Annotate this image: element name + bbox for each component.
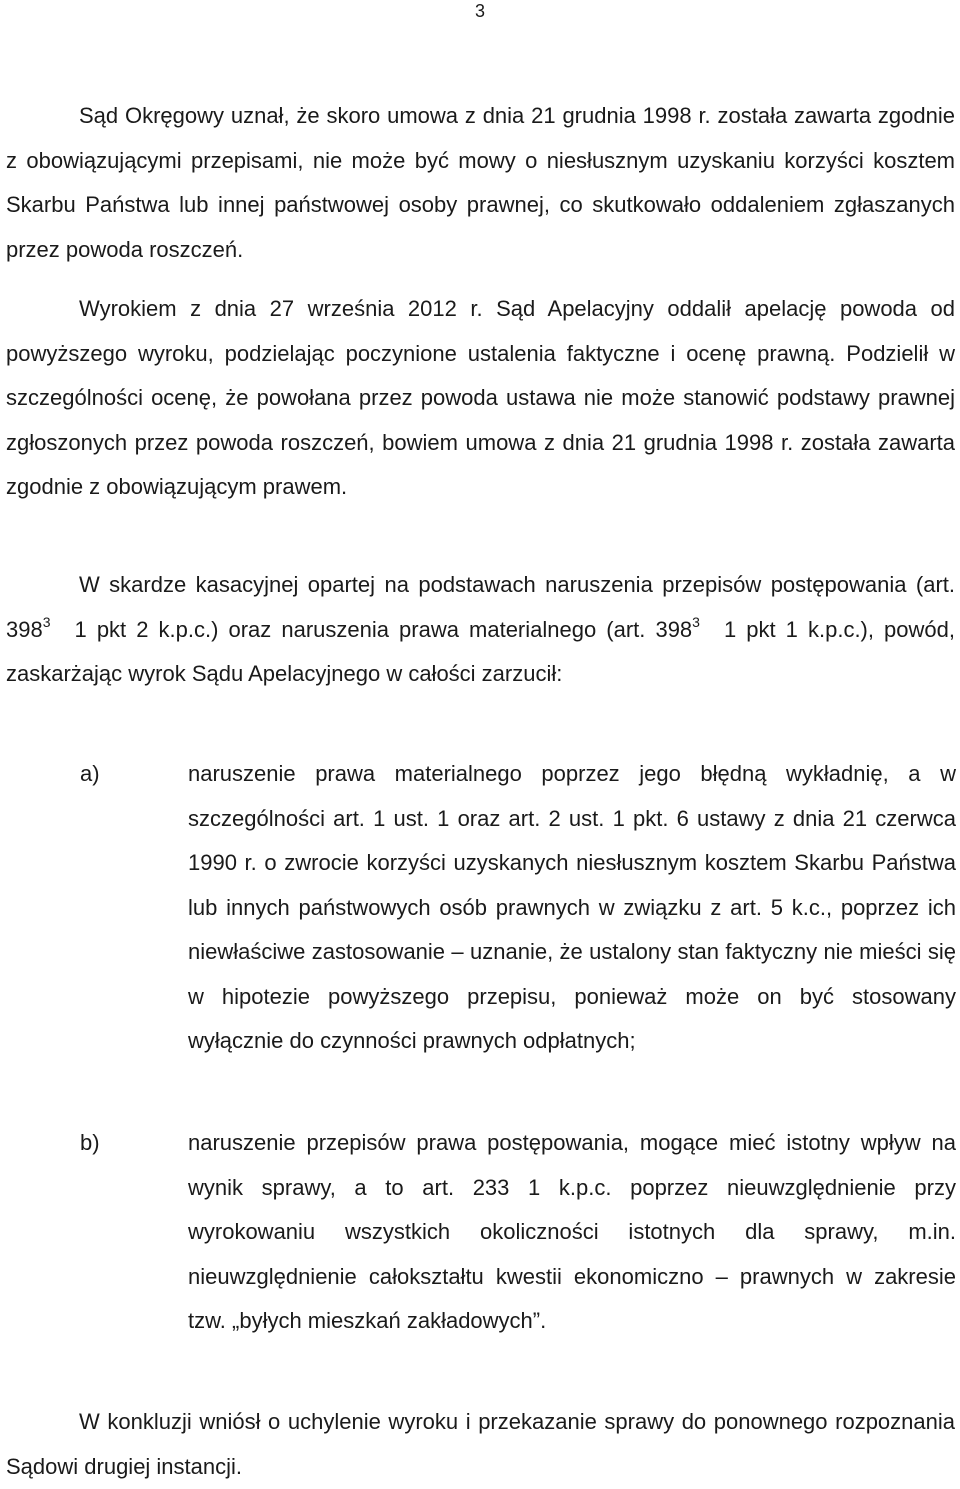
page-number: 3	[474, 1, 485, 21]
superscript-3: 3	[42, 613, 51, 630]
complaint-text-part-2: 1 pkt 2 k.p.c.) oraz naruszenia prawa materialnego (art. 398	[74, 616, 693, 642]
list-item-label: b)	[80, 1130, 100, 1155]
complaint-text-part-1: W skardze kasacyjnej opartej na podstawach naruszenia przepisów postępowania (art. 398	[6, 572, 955, 642]
list-item-label: a)	[80, 761, 100, 786]
paragraph-district-court: Sąd Okręgowy uznał, że skoro umowa z dnia 21 grudnia 1998 r. została zawarta zgodnie z obowiązującymi przepisami, nie może być mowy o niesłusznym uzyskaniu korzyści kosztem Skarbu Państwa lub innej państwowej osoby prawnej, co skutkowało oddaleniem zgłaszanych przez powoda roszczeń.	[6, 103, 955, 262]
paragraph-cassation-complaint	[6, 563, 955, 697]
paragraph-conclusion: W konkluzji wniósł o uchylenie wyroku i przekazanie sprawy do ponownego rozpoznania Sądowi drugiej instancji.	[6, 1409, 955, 1479]
superscript-3: 3	[692, 613, 700, 630]
list-item-text: naruszenie przepisów prawa postępowania, mogące mieć istotny wpływ na wynik sprawy, a to art. 233 1 k.p.c. poprzez nieuwzględnienie przy wyrokowaniu wszystkich okoliczności istotnych dla sprawy, m.in. nieuwzględnienie całokształtu kwestii ekonomiczno – prawnych w zakresie tzw. „byłych mieszkań zakładowych”.	[188, 1130, 956, 1333]
paragraph-appeal-judgment: Wyrokiem z dnia 27 września 2012 r. Sąd Apelacyjny oddalił apelację powoda od powyższego wyroku, podzielając poczynione ustalenia faktyczne i ocenę prawną. Podzielił w szczególności ocenę, że powołana przez powoda ustawa nie może stanowić podstawy prawnej zgłoszonych przez powoda roszczeń, bowiem umowa z dnia 21 grudnia 1998 r. została zawarta zgodnie z obowiązującym prawem.	[6, 296, 955, 499]
complaint-text-part-3: 1 pkt 1 k.p.c.), powód, zaskarżając wyrok Sądu Apelacyjnego w całości zarzucił:	[6, 616, 955, 686]
list-item-text: naruszenie prawa materialnego poprzez jego błędną wykładnię, a w szczególności art. 1 ust. 1 oraz art. 2 ust. 1 pkt. 6 ustawy z dnia 21 czerwca 1990 r. o zwrocie korzyści uzyskanych niesłusznym kosztem Skarbu Państwa lub innych państwowych osób prawnych w związku z art. 5 k.c., poprzez ich niewłaściwe zastosowanie – uznanie, że ustalony stan faktyczny nie mieści się w hipotezie powyższego przepisu, ponieważ może on być stosowany wyłącznie do czynności prawnych odpłatnych;	[188, 761, 956, 1053]
